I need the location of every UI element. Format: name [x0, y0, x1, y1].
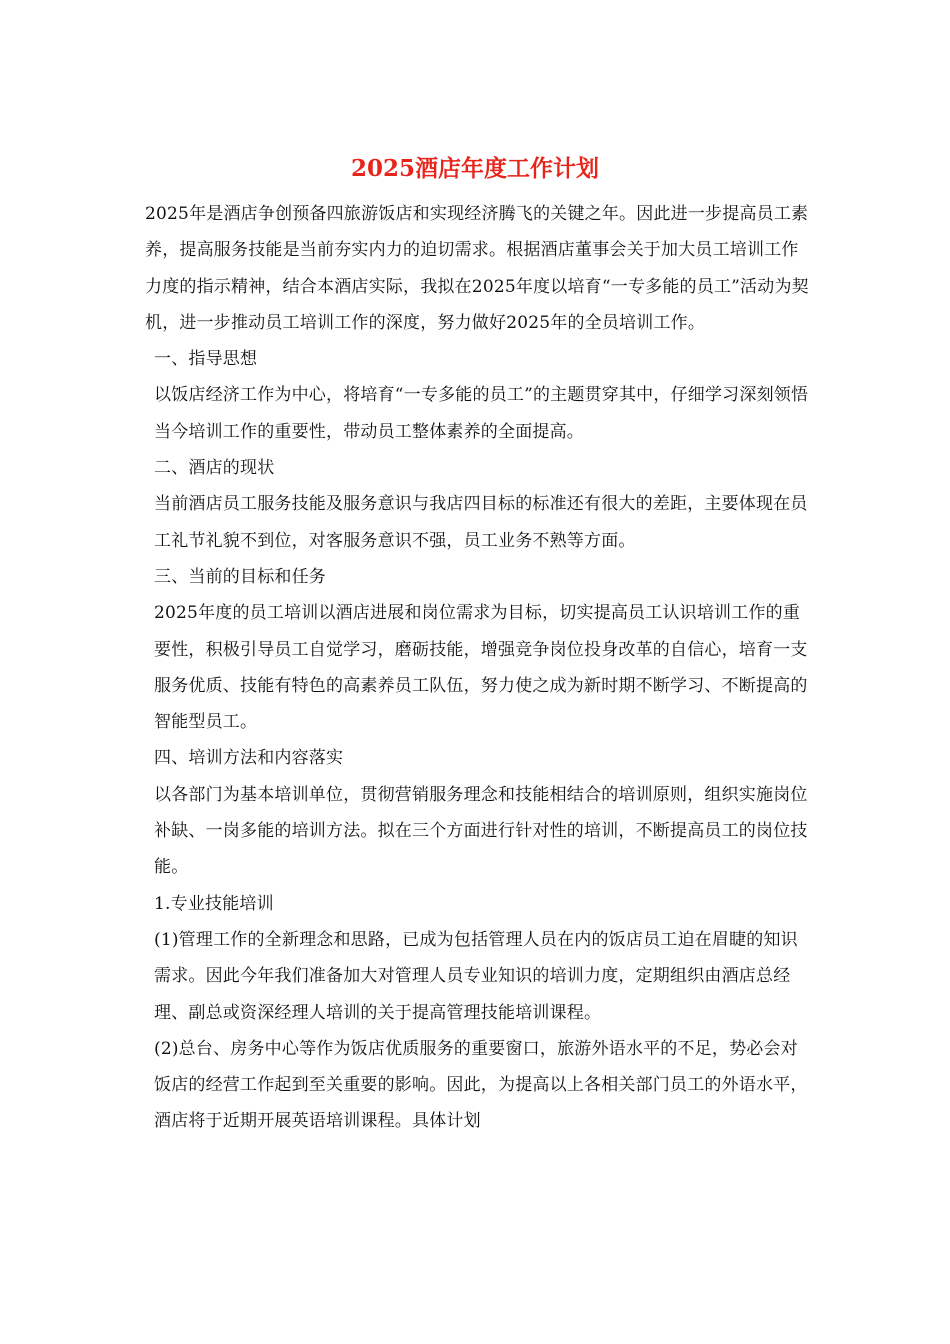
- section-paragraph-training-methods: 以各部门为基本培训单位，贯彻营销服务理念和技能相结合的培训原则，组织实施岗位补缺、一岗多能的培训方法。拟在三个方面进行针对性的培训，不断提高员工的岗位技能。: [154, 784, 808, 878]
- section-paragraph-goals-tasks: 2025年度的员工培训以酒店进展和岗位需求为目标，切实提高员工认识培训工作的重要性，积极引导员工自觉学习，磨砺技能，增强竞争岗位投身改革的自信心，培育一支服务优质、技能有特色的高素养员工队伍，努力使之成为新时期不断学习、不断提高的智能型员工。: [154, 603, 808, 733]
- document-body: [145, 196, 815, 1140]
- intro-paragraph: 2025年是酒店争创预备四旅游饭店和实现经济腾飞的关键之年。因此进一步提高员工素养，提高服务技能是当前夯实内力的迫切需求。根据酒店董事会关于加大员工培训工作力度的指示精神，结合本酒店实际，我拟在2025年度以培育“一专多能的员工”活动为契机，进一步推动员工培训工作的深度，努力做好2025年的全员培训工作。: [145, 204, 809, 333]
- section-heading-current-status: 二、酒店的现状: [154, 458, 275, 479]
- section-heading-training-methods: 四、培训方法和内容落实: [154, 748, 344, 769]
- list-item-management-training: (1)管理工作的全新理念和思路，已成为包括管理人员在内的饭店员工迫在眉睫的知识需求。因此今年我们准备加大对管理人员专业知识的培训力度，定期组织由酒店总经理、副总或资深经理人培训的关于提高管理技能培训课程。: [154, 929, 798, 1023]
- document-title: 2025酒店年度工作计划: [350, 155, 599, 182]
- section-paragraph-guiding-ideology: 以饭店经济工作为中心，将培育“一专多能的员工”的主题贯穿其中，仔细学习深刻领悟当今培训工作的重要性，带动员工整体素养的全面提高。: [154, 385, 809, 442]
- section-heading-goals-tasks: 三、当前的目标和任务: [154, 566, 326, 587]
- subheading-professional-skills: 1.专业技能培训: [154, 893, 274, 914]
- section-heading-guiding-ideology: 一、指导思想: [154, 349, 258, 370]
- list-item-language-training: (2)总台、房务中心等作为饭店优质服务的重要窗口，旅游外语水平的不足，势必会对饭店的经营工作起到至关重要的影响。因此，为提高以上各相关部门员工的外语水平，酒店将于近期开展英语培训课程。具体计划: [154, 1038, 808, 1132]
- section-paragraph-current-status: 当前酒店员工服务技能及服务意识与我店四目标的标准还有很大的差距，主要体现在员工礼节礼貌不到位，对客服务意识不强，员工业务不熟等方面。: [154, 494, 808, 551]
